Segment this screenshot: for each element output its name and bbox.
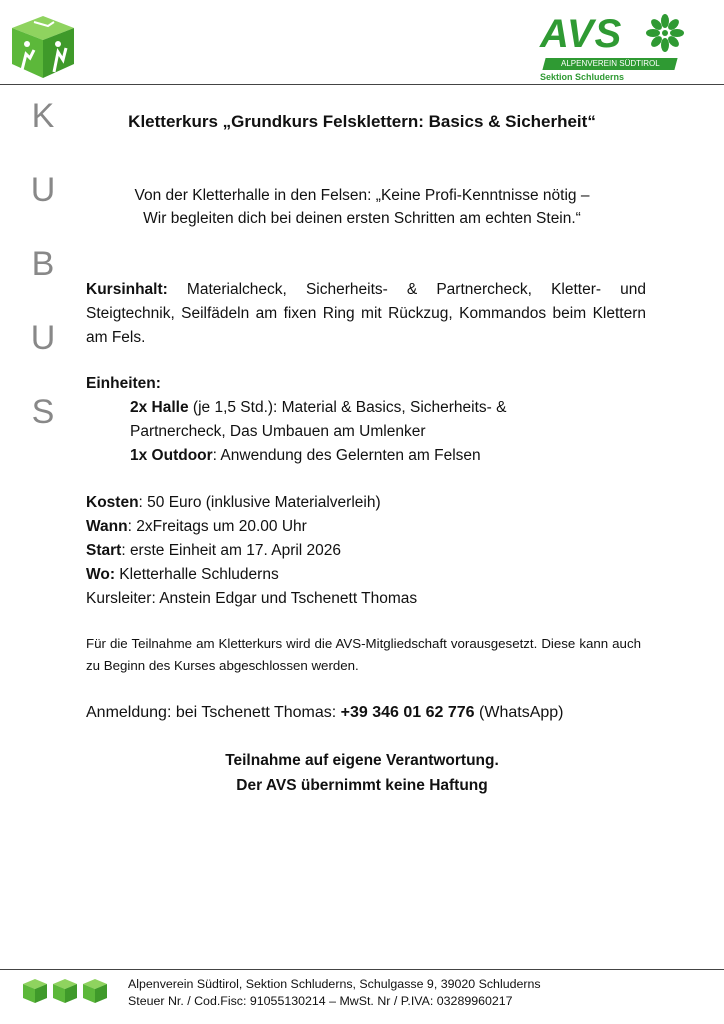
avs-wordmark: AVS — [540, 12, 623, 56]
units-hall-text-1: (je 1,5 Std.): Material & Basics, Sicherheits- & — [188, 399, 507, 416]
registration-line — [86, 701, 564, 725]
intro-line-2: Wir begleiten dich bei deinen ersten Schritten am echten Stein.“ — [143, 210, 581, 227]
liability-warning — [60, 748, 664, 798]
avs-subtitle: ALPENVEREIN SÜDTIROL — [560, 59, 660, 68]
where-line — [86, 563, 279, 587]
footer-tax-info: Steuer Nr. / Cod.Fisc: 91055130214 – MwSt. Nr / P.IVA: 03289960217 — [128, 994, 513, 1008]
intro-quote — [60, 184, 664, 230]
footer-divider — [0, 969, 724, 970]
avs-logo — [540, 12, 685, 84]
start-text: : erste Einheit am 17. April 2026 — [121, 542, 342, 559]
course-content — [86, 278, 646, 350]
avs-subtitle-band — [542, 58, 677, 70]
when-text: : 2xFreitags um 20.00 Uhr — [127, 518, 307, 535]
side-letter-s: S — [31, 393, 55, 431]
where-text: Kletterhalle Schluderns — [114, 566, 279, 583]
cost-line — [86, 491, 381, 515]
side-letter-k: K — [31, 97, 55, 135]
side-letter-u: U — [30, 171, 56, 209]
footer-cubes-logo — [22, 978, 108, 1004]
membership-note: Für die Teilnahme am Kletterkurs wird die AVS-Mitgliedschaft vorausgesetzt. Diese kann auch zu Beginn des Kurses abgeschlossen werden. — [86, 636, 641, 673]
course-content-label: Kursinhalt: — [86, 281, 168, 298]
units-hall-line — [130, 396, 506, 420]
side-letter-b: B — [31, 245, 55, 283]
units-outdoor-text: : Anwendung des Gelernten am Felsen — [212, 447, 481, 464]
course-title: Kletterkurs „Grundkurs Felsklettern: Basics & Sicherheit“ — [128, 112, 596, 131]
header-divider — [0, 84, 724, 85]
cost-text: : 50 Euro (inklusive Materialverleih) — [138, 494, 381, 511]
units-outdoor-line — [130, 444, 481, 468]
intro-line-1: Von der Kletterhalle in den Felsen: „Keine Profi-Kenntnisse nötig – — [134, 187, 590, 204]
when-label: Wann — [86, 518, 128, 535]
start-line — [86, 539, 341, 563]
side-letter-u-2: U — [30, 319, 56, 357]
registration-suffix: (WhatsApp) — [474, 704, 564, 721]
cost-label: Kosten — [86, 494, 139, 511]
units-outdoor-label: 1x Outdoor — [130, 447, 213, 464]
when-line — [86, 515, 307, 539]
warning-line-2: Der AVS übernimmt keine Haftung — [236, 777, 488, 794]
footer-address: Alpenverein Südtirol, Sektion Schluderns, Schulgasse 9, 39020 Schluderns — [128, 977, 541, 991]
registration-phone[interactable]: +39 346 01 62 776 — [340, 704, 475, 721]
section-name: Sektion Schluderns — [540, 72, 625, 82]
units-hall-text-2: Partnercheck, Das Umbauen am Umlenker — [130, 423, 426, 440]
course-content-text: Materialcheck, Sicherheits- & Partnercheck, Kletter- und Steigtechnik, Seilfädeln am fixen Ring mit Rückzug, Kommandos beim Klettern am Fels. — [86, 281, 646, 346]
edelweiss-icon — [646, 14, 684, 52]
units-label: Einheiten: — [86, 375, 161, 392]
registration-prefix: Anmeldung: bei Tschenett Thomas: — [86, 704, 341, 721]
warning-line-1: Teilnahme auf eigene Verantwortung. — [225, 752, 499, 769]
where-label: Wo: — [86, 566, 115, 583]
units-hall-label: 2x Halle — [130, 399, 189, 416]
start-label: Start — [86, 542, 122, 559]
kubus-cube-logo — [8, 14, 78, 80]
course-leaders: Kursleiter: Anstein Edgar und Tschenett Thomas — [86, 590, 418, 607]
